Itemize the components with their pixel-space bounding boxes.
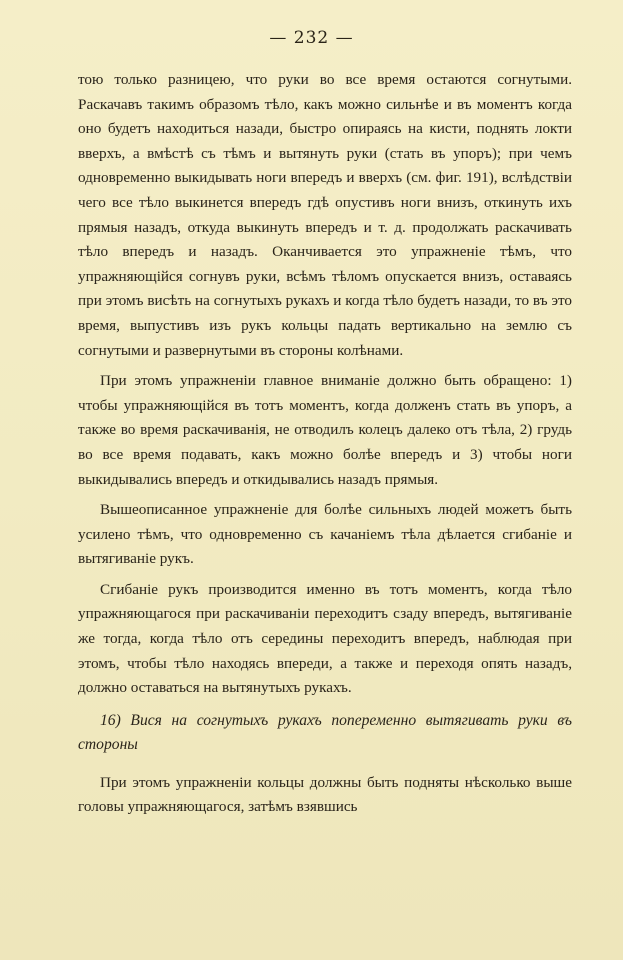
page-number: — 232 — xyxy=(269,28,354,48)
paragraph-variation: Вышеописанное упражненіе для болѣе сильныхъ людей можетъ быть усилено тѣмъ, что одновременно съ качаніемъ тѣла дѣлается сгибаніе и вытягиваніе рукъ. xyxy=(78,501,572,568)
page-body xyxy=(78,68,572,820)
paragraph-continued: тою только разницею, что руки во все время остаются согнутыми. Раскачавъ такимъ образомъ тѣло, какъ можно сильнѣе и въ моментъ когда оно будетъ находиться назади, быстро опираясь на кисти, поднять локти вверхъ, а вмѣстѣ съ тѣмъ и вытянуть руки (стать въ упоръ); при чемъ одновременно выкидывать ноги впередъ и вверхъ (см. фиг. 191), вслѣдствіи чего все тѣло выкинется впередъ гдѣ опустивъ ноги внизъ, откинуть ихъ прямыя назадъ, откуда выкинуть впередъ и т. д. продолжать раскачивать тѣло впередъ и назадъ. Оканчивается это упражненіе тѣмъ, что упражняющійся согнувъ руки, всѣмъ тѣломъ опускается внизъ, оставаясь при этомъ висѣть на согнутыхъ рукахъ и когда тѣло будетъ назади, то въ это время, выпустивъ изъ рукъ кольцы падать вертикально на землю съ согнутыми и развернутыми въ стороны колѣнами. xyxy=(78,71,572,359)
paragraph-attention: При этомъ упражненіи главное вниманіе должно быть обращено: 1) чтобы упражняющійся въ тотъ моментъ, когда долженъ стать въ упоръ, а также во время раскачиванія, не отводилъ колецъ далеко отъ тѣла, 2) грудь во все время подавать, какъ можно болѣе впередъ и 3) чтобы ноги выкидывались впередъ и откидывались назадъ прямыя. xyxy=(78,372,572,488)
paragraph-bending: Сгибаніе рукъ производится именно въ тотъ моментъ, когда тѣло упражняющагося при раскачиваніи переходитъ сзаду впередъ, вытягиваніе же тогда, когда тѣло отъ середины переходитъ впередъ, наблюдая при этомъ, чтобы тѣло находясь впереди, а также и переходя опять назадъ, должно оставаться на вытянутыхъ рукахъ. xyxy=(78,580,572,697)
paragraph-rings: При этомъ упражненіи кольцы должны быть подняты нѣсколько выше головы упражняющагося, затѣмъ взявшись xyxy=(78,773,572,816)
exercise-heading: 16) Вися на согнутыхъ рукахъ попеременно вытягивать руки въ стороны xyxy=(78,711,572,753)
